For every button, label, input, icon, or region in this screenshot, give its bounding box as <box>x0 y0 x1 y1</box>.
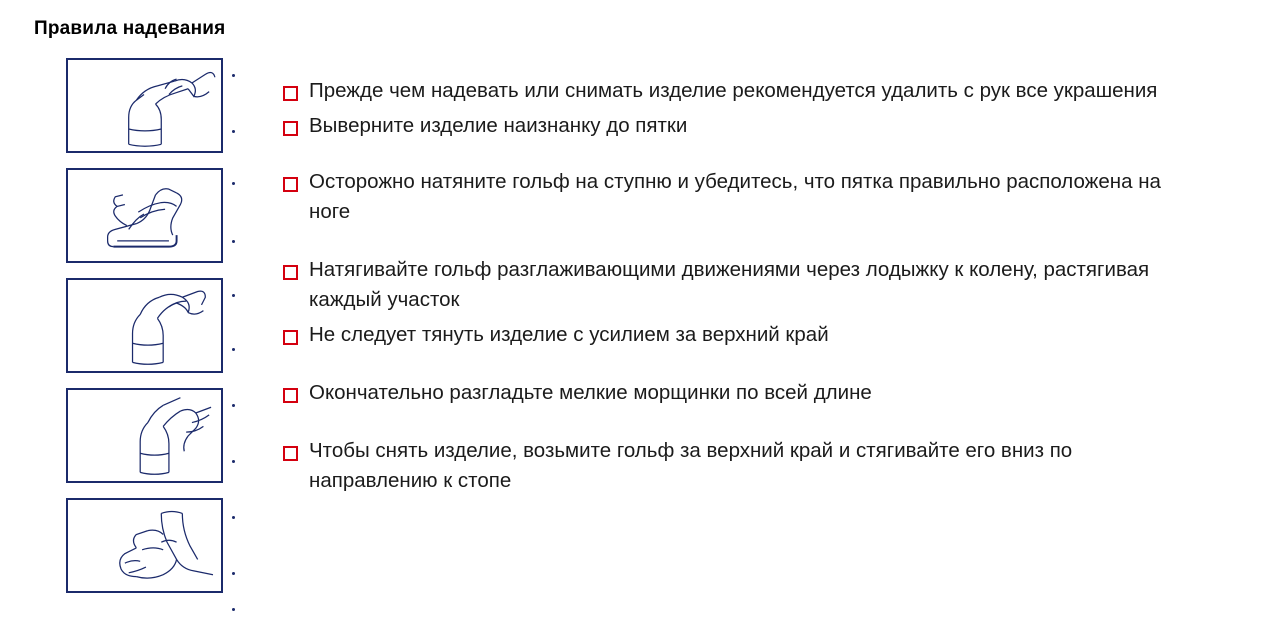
instruction-text: Чтобы снять изделие, возьмите гольф за верхний край и стягивайте его вниз по направлению к стопе <box>309 439 1073 492</box>
dot-marker <box>232 74 235 77</box>
dot-marker <box>232 460 235 463</box>
instruction-text: Выверните изделие наизнанку до пятки <box>309 114 688 137</box>
checkbox-bullet-icon <box>283 446 298 461</box>
checkbox-bullet-icon <box>283 86 298 101</box>
step-1-roll-stocking-illustration <box>66 58 223 153</box>
dot-marker <box>232 572 235 575</box>
list-item <box>283 167 1213 227</box>
dot-marker <box>232 240 235 243</box>
instruction-list <box>283 50 1213 496</box>
dot-marker <box>232 130 235 133</box>
step-3-smooth-over-ankle-illustration <box>66 278 223 373</box>
instruction-text: Окончательно разгладьте мелкие морщинки по всей длине <box>309 381 872 404</box>
list-item <box>283 378 1213 408</box>
instruction-sheet-body <box>0 50 1264 619</box>
step-2-pull-over-foot-illustration <box>66 168 223 263</box>
dot-marker <box>232 348 235 351</box>
dot-marker <box>232 404 235 407</box>
step-4-smooth-along-leg-illustration <box>66 388 223 483</box>
list-item <box>283 111 1213 141</box>
instruction-text: Натягивайте гольф разглаживающими движениями через лодыжку к колену, растягивая каждый участок <box>309 258 1150 311</box>
checkbox-bullet-icon <box>283 177 298 192</box>
step-5-remove-stocking-illustration <box>66 498 223 593</box>
dot-marker-column <box>228 58 242 618</box>
checkbox-bullet-icon <box>283 265 298 280</box>
illustration-column <box>66 58 226 608</box>
page-title: Правила надевания <box>34 18 226 39</box>
checkbox-bullet-icon <box>283 388 298 403</box>
checkbox-bullet-icon <box>283 330 298 345</box>
instruction-text: Прежде чем надевать или снимать изделие рекомендуется удалить с рук все украшения <box>309 79 1158 102</box>
dot-marker <box>232 608 235 611</box>
instruction-text: Не следует тянуть изделие с усилием за верхний край <box>309 323 829 346</box>
list-item <box>283 255 1213 315</box>
list-item <box>283 436 1213 496</box>
dot-marker <box>232 182 235 185</box>
list-item <box>283 320 1213 350</box>
dot-marker <box>232 294 235 297</box>
checkbox-bullet-icon <box>283 121 298 136</box>
list-item <box>283 76 1213 106</box>
instruction-text: Осторожно натяните гольф на ступню и убедитесь, что пятка правильно расположена на ноге <box>309 170 1161 223</box>
dot-marker <box>232 516 235 519</box>
